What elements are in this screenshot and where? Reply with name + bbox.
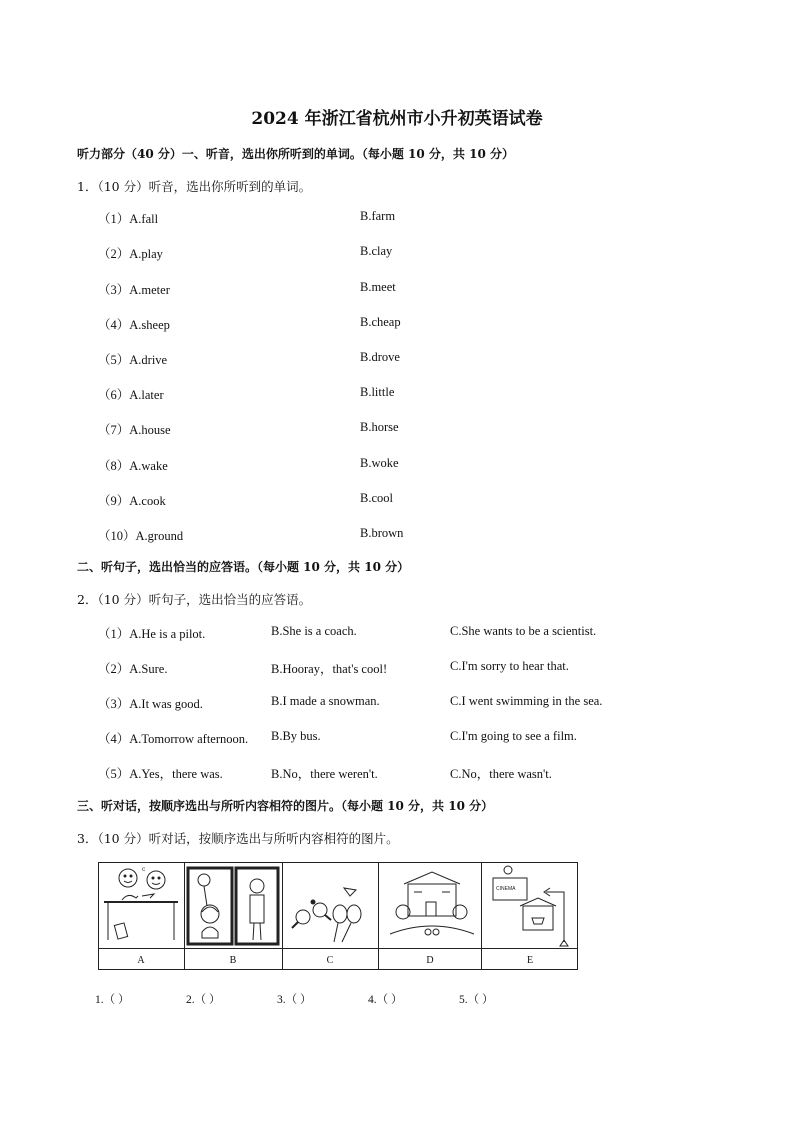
picture-label-d: D [426, 955, 434, 966]
picture-d[interactable] [390, 872, 474, 935]
ping-pong-paddle-icon [313, 903, 327, 917]
racket-icon [347, 905, 361, 923]
man-icon [250, 879, 264, 893]
option-b[interactable]: B.cheap [360, 315, 401, 329]
answer-blank-1[interactable]: 1.（ ） [95, 994, 130, 1006]
balloon-icon [198, 874, 210, 886]
option-b[interactable]: B.clay [360, 244, 393, 258]
option-b[interactable]: B.No，there weren't. [271, 767, 378, 781]
option-a[interactable]: （3）A.meter [98, 283, 170, 297]
option-b[interactable]: B.farm [360, 209, 396, 223]
section-3-header: 三、听对话，按顺序选出与所听内容相符的图片。（每小题 10 分，共 10 分） [77, 799, 494, 813]
question-2-stem: 2．（10 分）听句子，选出恰当的应答语。 [77, 592, 312, 607]
answer-blank-4[interactable]: 4.（ ） [368, 994, 403, 1006]
option-c[interactable]: C.I'm sorry to hear that. [450, 659, 569, 673]
option-b[interactable]: B.little [360, 385, 395, 399]
picture-label-c: C [326, 955, 334, 966]
option-a[interactable]: （3）A.It was good. [98, 697, 203, 711]
section-2-header: 二、听句子，选出恰当的应答语。（每小题 10 分，共 10 分） [77, 560, 410, 574]
option-b[interactable]: B.Hooray，that's cool! [271, 662, 388, 676]
picture-label-a: A [137, 955, 145, 966]
picture-table [98, 862, 578, 970]
answer-blank-2[interactable]: 2.（ ） [186, 994, 221, 1006]
picture-label-b: B [229, 955, 237, 966]
option-b[interactable]: B.brown [360, 526, 404, 540]
option-a[interactable]: （4）A.sheep [98, 318, 170, 332]
svg-text:c: c [142, 866, 146, 873]
option-b[interactable]: B.She is a coach. [271, 624, 357, 638]
option-b[interactable]: B.meet [360, 280, 396, 294]
option-a[interactable]: （6）A.later [98, 388, 164, 402]
picture-c[interactable] [292, 888, 361, 942]
section-1-header: 听力部分（40 分）一、听音，选出你所听到的单词。（每小题 10 分，共 10 分） [77, 147, 514, 161]
ping-pong-paddle-icon [296, 910, 310, 924]
option-a[interactable]: （5）A.drive [98, 353, 168, 367]
face-icon [147, 871, 165, 889]
option-a[interactable]: （8）A.wake [98, 459, 168, 473]
option-c[interactable]: C.I went swimming in the sea. [450, 694, 603, 708]
picture-a[interactable] [104, 866, 178, 940]
option-a[interactable]: （2）A.Sure. [98, 662, 168, 676]
option-c[interactable]: C.No，there wasn't. [450, 767, 552, 781]
option-a[interactable]: （2）A.play [98, 247, 163, 261]
option-a[interactable]: （5）A.Yes，there was. [98, 767, 223, 781]
picture-label-e: E [526, 955, 534, 966]
option-a[interactable]: （1）A.fall [98, 212, 159, 226]
page-title: 2024 年浙江省杭州市小升初英语试卷 [251, 109, 543, 129]
face-icon [119, 869, 137, 887]
book-icon [114, 923, 127, 939]
child-icon [201, 905, 219, 923]
question-3-stem: 3．（10 分）听对话，按顺序选出与所听内容相符的图片。 [77, 831, 399, 846]
school-building-icon [408, 884, 456, 916]
picture-e[interactable] [493, 866, 568, 946]
option-b[interactable]: B.drove [360, 350, 400, 364]
option-b[interactable]: B.horse [360, 420, 399, 434]
option-b[interactable]: B.woke [360, 456, 399, 470]
option-a[interactable]: （1）A.He is a pilot. [98, 627, 206, 641]
option-b[interactable]: B.By bus. [271, 729, 321, 743]
option-a[interactable]: （7）A.house [98, 423, 171, 437]
option-a[interactable]: （10）A.ground [98, 529, 184, 543]
question-1-stem: 1．（10 分）听音，选出你所听到的单词。 [77, 179, 312, 194]
cinema-sign: CINEMA [496, 886, 516, 892]
option-a[interactable]: （9）A.cook [98, 494, 166, 508]
option-c[interactable]: C.She wants to be a scientist. [450, 624, 597, 638]
option-b[interactable]: B.I made a snowman. [271, 694, 380, 708]
answer-blank-3[interactable]: 3.（ ） [277, 994, 312, 1006]
option-a[interactable]: （4）A.Tomorrow afternoon. [98, 732, 249, 746]
answer-blank-5[interactable]: 5.（ ） [459, 994, 494, 1006]
shuttlecock-icon [344, 888, 356, 896]
racket-icon [333, 905, 347, 923]
tree-icon [453, 905, 467, 919]
option-c[interactable]: C.I'm going to see a film. [450, 729, 577, 743]
option-b[interactable]: B.cool [360, 491, 393, 505]
picture-b[interactable] [188, 868, 278, 944]
